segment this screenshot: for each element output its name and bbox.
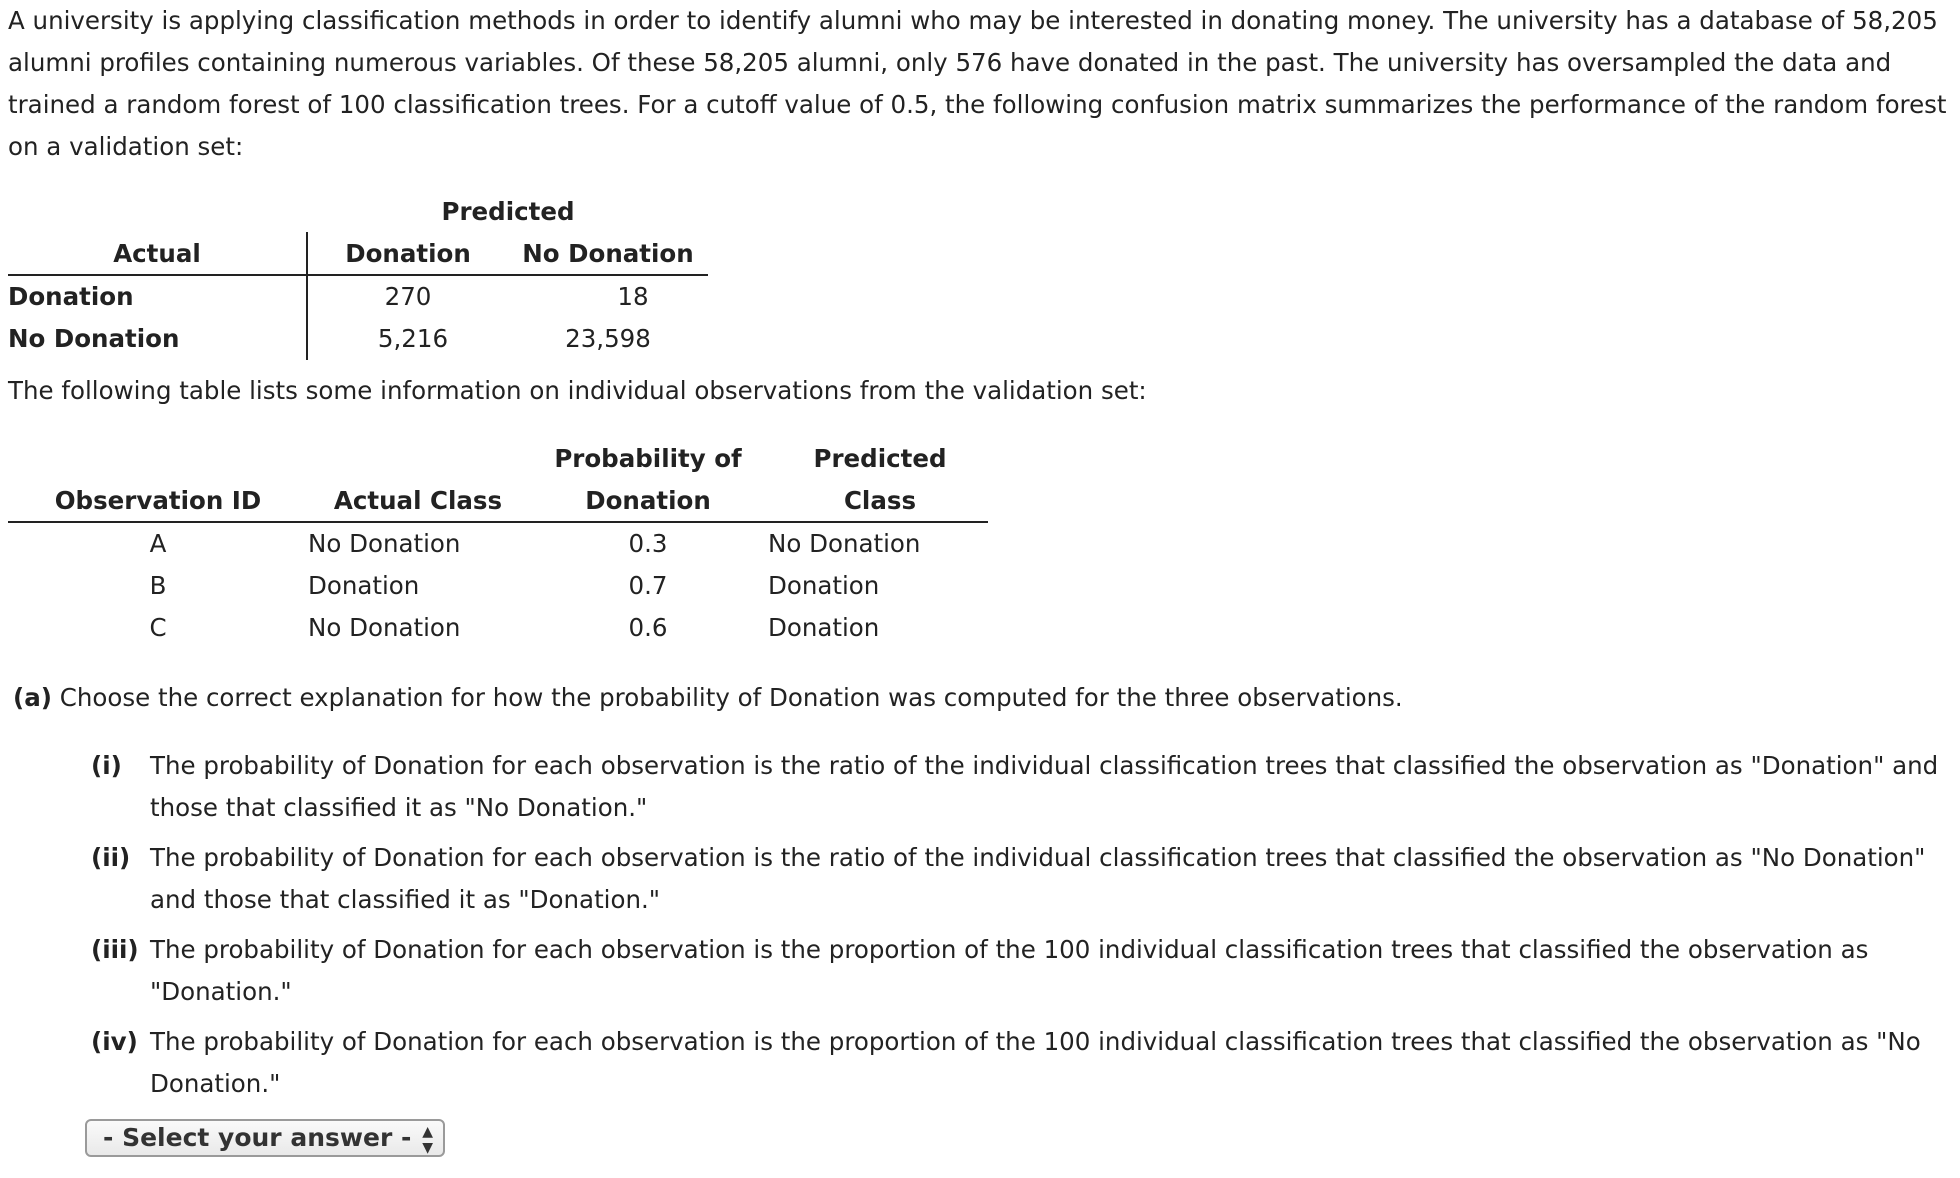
obs-pred: Donation bbox=[768, 613, 880, 642]
header-predicted-line2: Class bbox=[843, 486, 917, 515]
option-text: The probability of Donation for each observation is the proportion of the 100 individual classification trees that classified the observation as "No Donation." bbox=[150, 1027, 1921, 1098]
cell-donation-donation: 270 bbox=[384, 282, 432, 311]
header-actual-class: Actual Class bbox=[333, 486, 503, 515]
select-arrows-icon: ▲ ▼ bbox=[422, 1124, 433, 1156]
header-predicted-line1: Predicted bbox=[813, 444, 947, 473]
header-rule bbox=[8, 274, 708, 276]
actual-header: Actual bbox=[113, 239, 201, 268]
cell-nodonation-donation: 5,216 bbox=[377, 324, 449, 353]
option-ii bbox=[91, 837, 1956, 921]
obs-pred: Donation bbox=[768, 571, 880, 600]
table-intro: The following table lists some information on individual observations from the validation set: bbox=[8, 376, 1147, 405]
option-text: The probability of Donation for each observation is the ratio of the individual classification trees that classified the observation as "Donation" and those that classified it as "No Donation." bbox=[150, 751, 1939, 822]
cell-nodonation-nodonation: 23,598 bbox=[565, 324, 651, 353]
header-probability-line1: Probability of bbox=[554, 444, 742, 473]
header-probability-line2: Donation bbox=[585, 486, 711, 515]
option-label: (iii) bbox=[91, 935, 139, 964]
header-observation-id: Observation ID bbox=[54, 486, 262, 515]
col-header-no-donation: No Donation bbox=[522, 239, 694, 268]
obs-header-rule bbox=[8, 521, 988, 523]
row-label-donation: Donation bbox=[8, 282, 134, 311]
cell-donation-nodonation: 18 bbox=[617, 282, 649, 311]
obs-id: A bbox=[149, 529, 167, 558]
obs-id: C bbox=[149, 613, 167, 642]
option-text: The probability of Donation for each observation is the ratio of the individual classification trees that classified the observation as "No Donation" and those that classified it as "Donation." bbox=[150, 843, 1926, 914]
option-iv bbox=[91, 1021, 1956, 1105]
obs-pred: No Donation bbox=[768, 529, 921, 558]
col-header-donation: Donation bbox=[345, 239, 471, 268]
answer-select-value: - Select your answer - bbox=[103, 1123, 412, 1152]
obs-prob: 0.3 bbox=[628, 529, 668, 558]
option-label: (i) bbox=[91, 751, 122, 780]
option-iii bbox=[91, 929, 1956, 1013]
question-label: (a) bbox=[13, 683, 52, 712]
question-a bbox=[13, 677, 1403, 719]
option-label: (iv) bbox=[91, 1027, 138, 1056]
option-i bbox=[91, 745, 1956, 829]
question-text: Choose the correct explanation for how the probability of Donation was computed for the three observations. bbox=[51, 683, 1403, 712]
obs-prob: 0.6 bbox=[628, 613, 668, 642]
predicted-header: Predicted bbox=[441, 197, 575, 226]
obs-id: B bbox=[149, 571, 167, 600]
obs-actual: Donation bbox=[308, 571, 420, 600]
answer-select[interactable] bbox=[85, 1119, 445, 1157]
obs-actual: No Donation bbox=[308, 613, 461, 642]
obs-actual: No Donation bbox=[308, 529, 461, 558]
row-label-no-donation: No Donation bbox=[8, 324, 180, 353]
obs-prob: 0.7 bbox=[628, 571, 668, 600]
option-label: (ii) bbox=[91, 843, 131, 872]
option-text: The probability of Donation for each observation is the proportion of the 100 individual classification trees that classified the observation as "Donation." bbox=[150, 935, 1869, 1006]
problem-intro: A university is applying classification methods in order to identify alumni who may be interested in donating money. The university has a database of 58,205 alumni profiles containing numerous variables. Of these 58,205 alumni, only 576 have donated in the past. The university has oversampled the data and trained a random forest of 100 classification trees. For a cutoff value of 0.5, the following confusion matrix summarizes the performance of the random forest on a validation set: bbox=[8, 6, 1947, 161]
